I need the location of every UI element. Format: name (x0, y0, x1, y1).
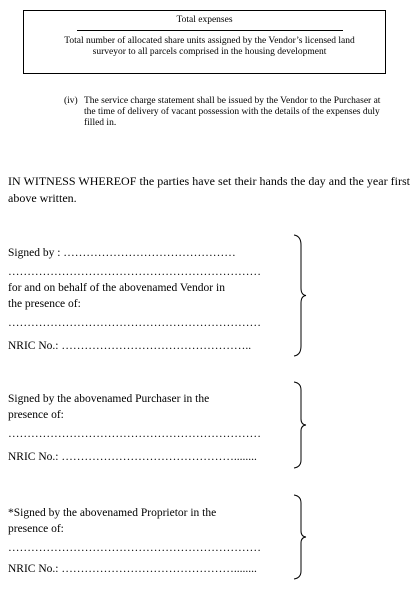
purchaser-presence: presence of: (8, 409, 64, 421)
formula-denominator: Total number of allocated share units assigned by the Vendor’s licensed land surveyor to all parcels comprised in the housing development (64, 36, 355, 57)
fraction-rule (77, 30, 343, 31)
proprietor-dotted-line: ………………………………………………………… (8, 542, 261, 554)
vendor-nric: NRIC No.: ………………………………………….. (8, 340, 252, 352)
vendor-dotted-line: ………………………………………………………… (8, 266, 261, 278)
clause-number: (iv) (64, 96, 78, 106)
vendor-brace (290, 233, 308, 358)
purchaser-signed-by: Signed by the abovenamed Purchaser in the (8, 393, 210, 405)
vendor-on-behalf: for and on behalf of the abovenamed Vendor in (8, 282, 225, 294)
vendor-witness-dotted-line: ………………………………………………………… (8, 317, 261, 329)
clause-iv (64, 96, 394, 129)
proprietor-brace (290, 493, 308, 581)
proprietor-nric: NRIC No.: ………………………………………........ (8, 563, 257, 575)
vendor-presence: the presence of: (8, 298, 81, 310)
purchaser-brace (290, 380, 308, 470)
witness-paragraph: IN WITNESS WHEREOF the parties have set their hands the day and the year first above written. (8, 174, 410, 205)
proprietor-presence: presence of: (8, 523, 64, 535)
purchaser-nric: NRIC No.: ………………………………………........ (8, 451, 257, 463)
clause-text: The service charge statement shall be issued by the Vendor to the Purchaser at the time of delivery of vacant possession with the details of the expenses duly filled in. (84, 96, 381, 128)
vendor-signed-by: Signed by : ……………………………………… (8, 247, 236, 259)
purchaser-dotted-line: ………………………………………………………… (8, 428, 261, 440)
proprietor-signed-by: *Signed by the abovenamed Proprietor in the (8, 507, 217, 519)
formula-numerator: Total expenses (176, 15, 233, 25)
expense-formula-box (23, 10, 386, 74)
